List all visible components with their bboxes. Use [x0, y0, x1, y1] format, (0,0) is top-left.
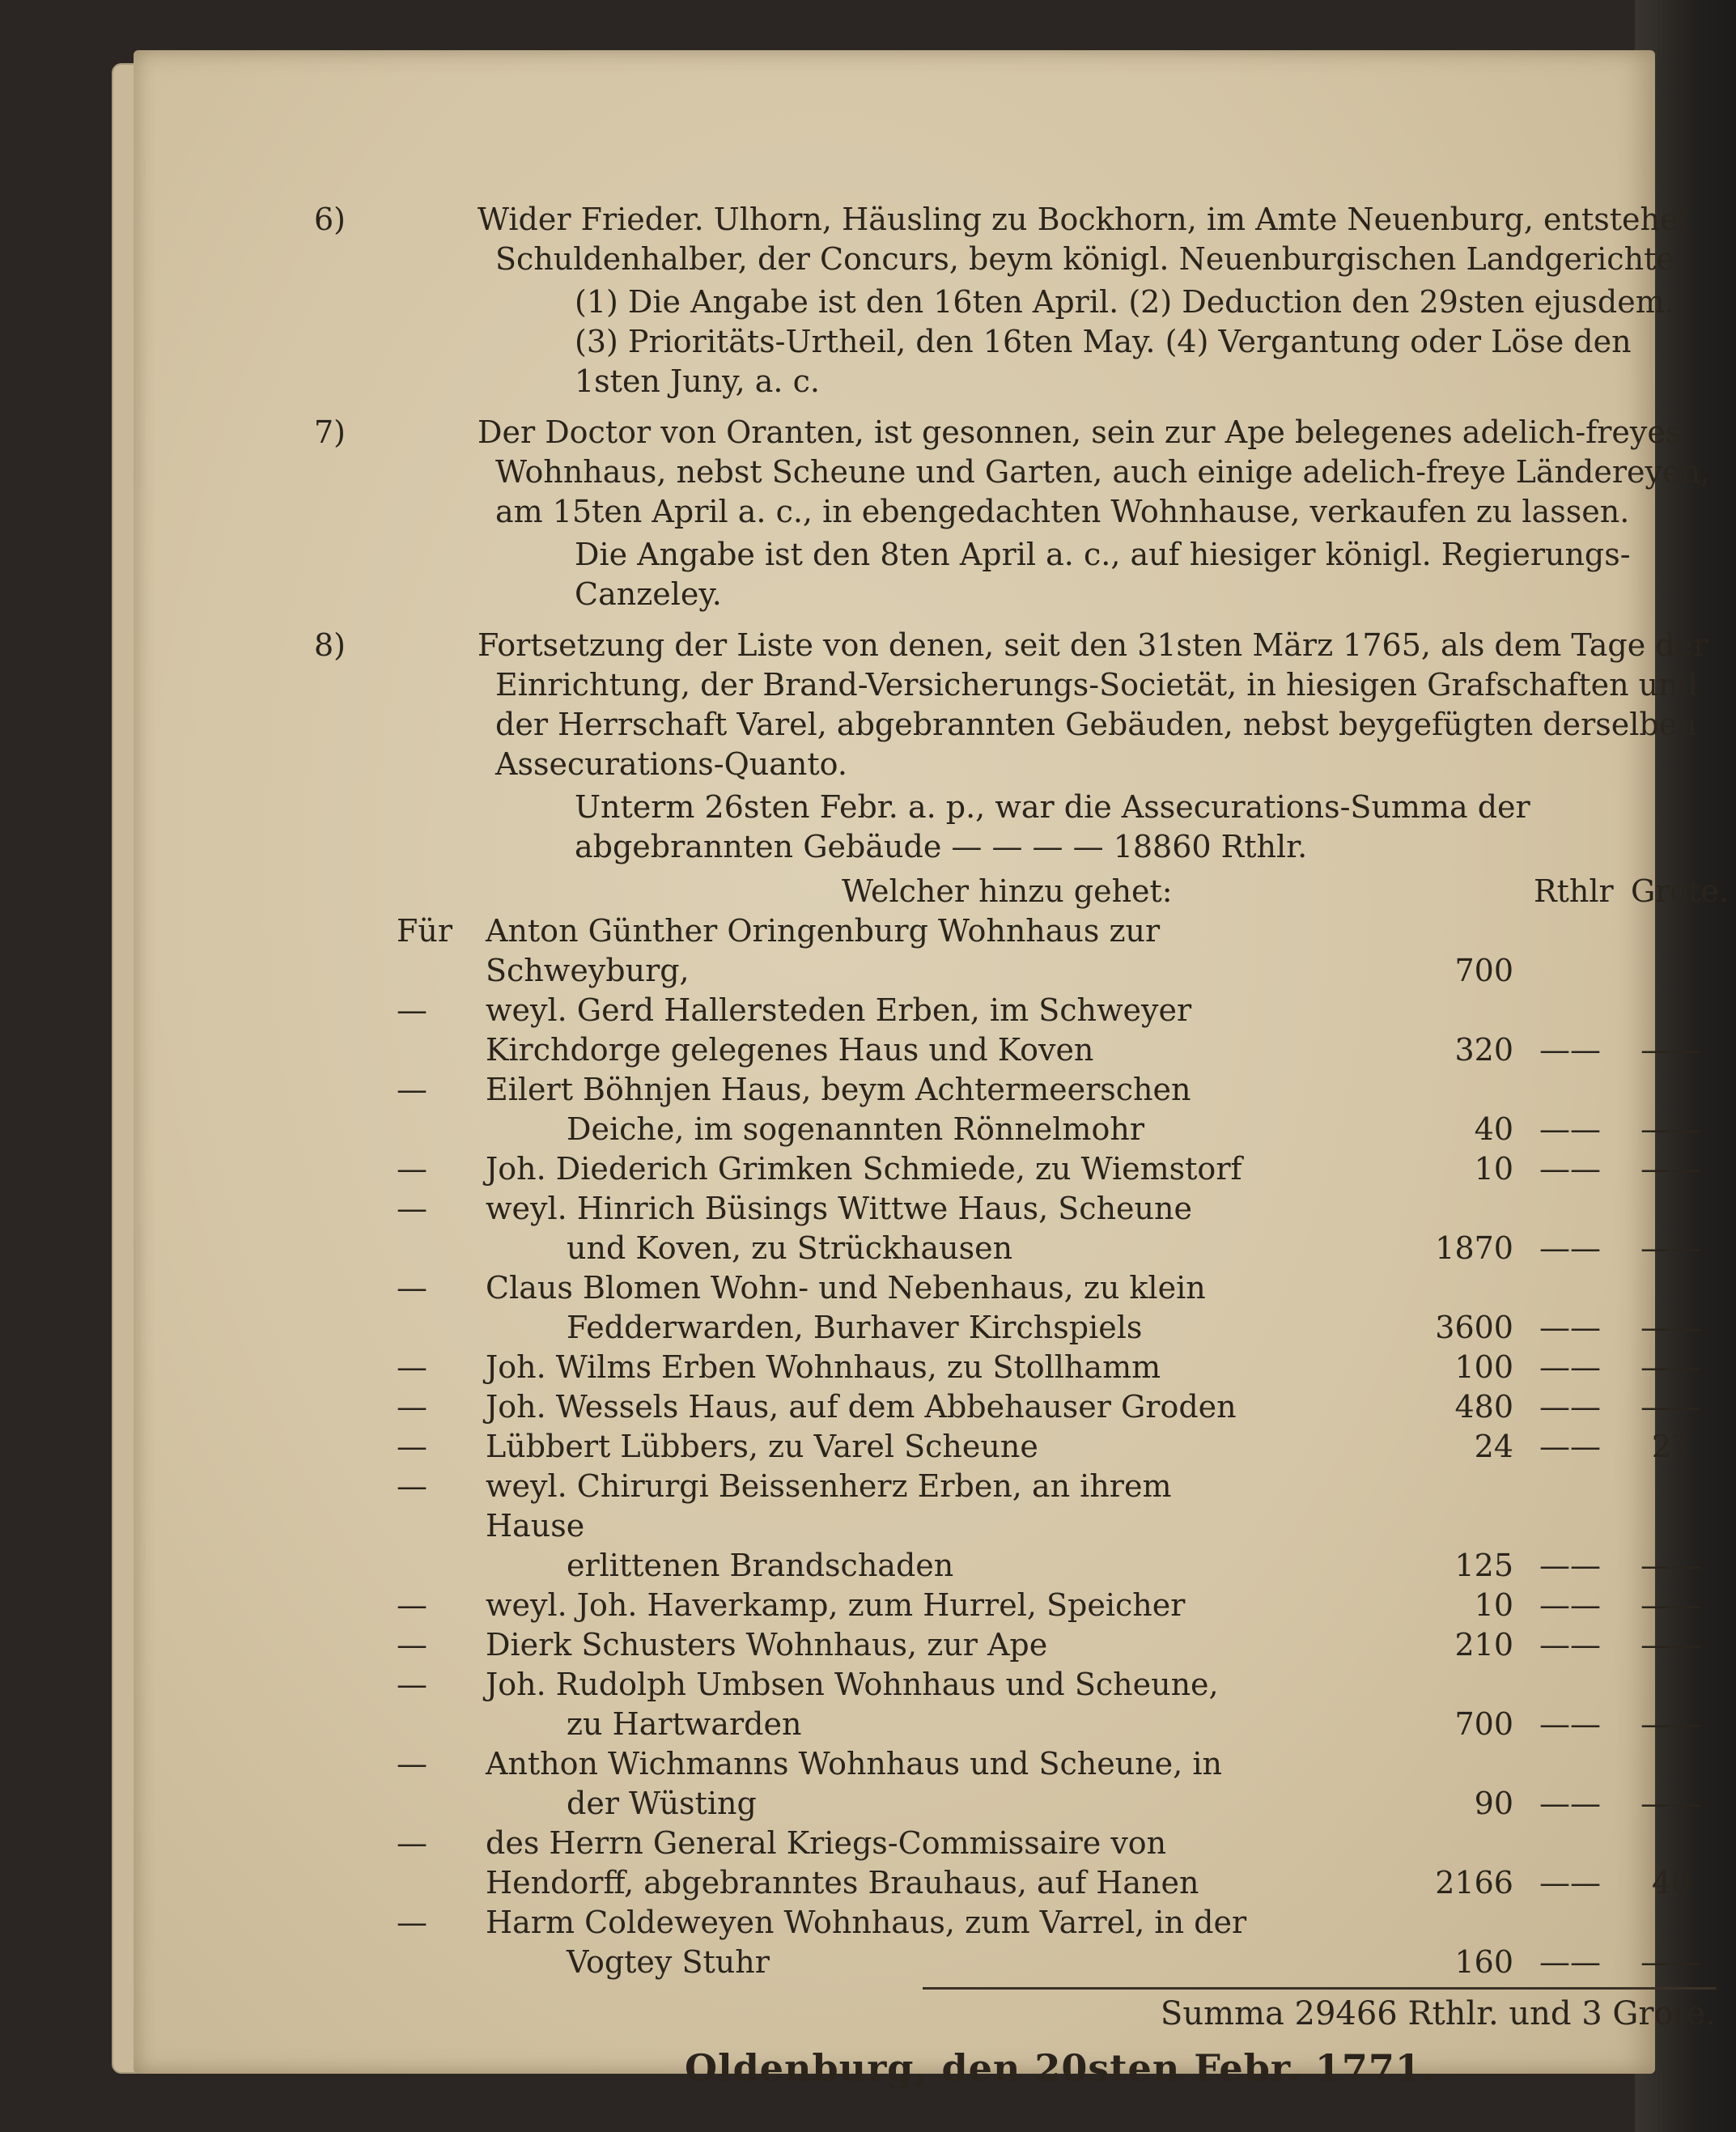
ledger-row-line1: Eilert Böhnjen Haus, beym Achtermeerschen: [486, 1072, 1191, 1107]
ledger-row-description: [405, 1070, 1254, 1149]
ledger-row-grote: ——: [1640, 1111, 1702, 1147]
notice-number: 8): [314, 627, 346, 663]
ledger-row-lead: —: [397, 1429, 427, 1464]
ledger-row: [397, 1387, 1716, 1427]
ledger-row-description: [405, 1903, 1254, 1982]
ledger-row-col2: ——: [1539, 1230, 1601, 1266]
notice-7-details: Die Angabe ist den 8ten April a. c., auf hiesiger königl. Regierungs-Canzeley.: [575, 537, 1631, 612]
ledger-row-col2: ——: [1539, 1786, 1601, 1821]
document-page: [134, 50, 1730, 2090]
ledger-row-lead: Für: [397, 913, 453, 949]
notice-6-details: (1) Die Angabe ist den 16ten April. (2) Deduction den 29sten ejusdem. (3) Prioritäts-Urtheil, den 16ten May. (4) Vergantung oder Löse den 1sten Juny, a. c.: [575, 284, 1674, 399]
ledger-row-line2: zu Hartwarden: [567, 1706, 802, 1742]
notice-8-details: Unterm 26sten Febr. a. p., war die Assecurations-Summa der abgebrannten Gebäude — — — — 18860 Rthlr.: [575, 789, 1530, 864]
ledger-row-col2: ——: [1539, 1548, 1601, 1583]
notice-6: [314, 200, 1716, 279]
ledger-row-line2: Fedderwarden, Burhaver Kirchspiels: [567, 1310, 1143, 1345]
ledger-row-grote: ——: [1640, 1627, 1702, 1663]
notice-8: [314, 626, 1716, 784]
ledger-row-line2: Vogtey Stuhr: [567, 1944, 770, 1980]
ledger-row-line2: und Koven, zu Strückhausen: [567, 1230, 1013, 1266]
ledger-row-line1: Joh. Wessels Haus, auf dem Abbehauser Groden: [486, 1389, 1237, 1425]
ledger-row-line1: Joh. Rudolph Umbsen Wohnhaus und Scheune,: [486, 1667, 1219, 1702]
ledger-row-line1: Harm Coldeweyen Wohnhaus, zum Varrel, in der: [486, 1905, 1247, 1940]
ledger-row-lead: —: [397, 1072, 427, 1107]
ledger-row-lead: —: [397, 1825, 427, 1861]
ledger-row-description: [405, 1387, 1254, 1427]
ledger-row-grote: ——: [1640, 1230, 1702, 1266]
ledger-row-lead: —: [397, 1349, 427, 1385]
ledger-row: [397, 1903, 1716, 1982]
ledger-header: [405, 872, 1730, 911]
ledger-row: [397, 1427, 1716, 1467]
ledger-row-lead: —: [397, 1468, 427, 1504]
ledger-row-line1: weyl. Joh. Haverkamp, zum Hurrel, Speicher: [486, 1587, 1186, 1623]
ledger-row-amount: 10: [1474, 1587, 1513, 1623]
ledger-row-description: [405, 1268, 1254, 1348]
notice-text: Der Doctor von Oranten, ist gesonnen, sein zur Ape belegenes adelich-freyes Wohnhaus, nebst Scheune und Garten, auch einige adelich-freye Ländereyen, am 15ten April a. c., in ebengedachten Wohnhause, verkaufen zu lassen.: [478, 414, 1710, 529]
unit-label: Rthlr: [1534, 873, 1614, 909]
grote-label: Grote.: [1631, 873, 1730, 909]
ledger-row-amount: 320: [1454, 1032, 1513, 1068]
ledger-row-amount: 2166: [1435, 1865, 1513, 1901]
ledger-row-lead: —: [397, 1270, 427, 1306]
ledger-row-line1: Claus Blomen Wohn- und Nebenhaus, zu klein: [486, 1270, 1206, 1306]
ledger-row-grote: ——: [1640, 1349, 1702, 1385]
ledger-row-description: [405, 991, 1254, 1070]
ledger-row-col2: ——: [1539, 1310, 1601, 1345]
ledger-row: [397, 1070, 1716, 1149]
ledger-row-grote: 27: [1651, 1429, 1691, 1464]
ledger-row: [397, 1467, 1716, 1586]
dateline: Oldenburg, den 20sten Febr. 1771.: [685, 2046, 1436, 2090]
ledger-summa: Summa 29466 Rthlr. und 3 Grote.: [1160, 1995, 1716, 2032]
ledger-row-line1: Joh. Diederich Grimken Schmiede, zu Wiemstorf: [486, 1151, 1242, 1187]
ledger-row: [397, 991, 1716, 1070]
ledger-row: [397, 1665, 1716, 1744]
ledger-row-lead: —: [397, 1746, 427, 1782]
ledger-row-amount: 160: [1454, 1944, 1513, 1980]
ledger-row-lead: —: [397, 1905, 427, 1940]
sum-rule: [923, 1987, 1716, 1990]
ledger-row-line1: weyl. Hinrich Büsings Wittwe Haus, Scheune: [486, 1191, 1192, 1226]
notice-number: 7): [314, 414, 346, 450]
ledger-row-col2: ——: [1539, 1706, 1601, 1742]
ledger-row-amount: 700: [1454, 1706, 1513, 1742]
ledger-row-line2: erlittenen Brandschaden: [567, 1548, 954, 1583]
ledger-row-amount: 10: [1474, 1151, 1513, 1187]
ledger-row-line1: Anthon Wichmanns Wohnhaus und Scheune, in: [486, 1746, 1222, 1782]
ledger-row-amount: 3600: [1435, 1310, 1513, 1345]
ledger-table: [397, 911, 1716, 1982]
ledger-row-description: [405, 1467, 1254, 1586]
ledger-row-grote: ——: [1640, 1310, 1702, 1345]
ledger-row-col2: ——: [1539, 1865, 1601, 1901]
ledger-row-grote: ——: [1640, 1032, 1702, 1068]
ledger-row-description: [405, 1665, 1254, 1744]
ledger-row-col2: ——: [1539, 1627, 1601, 1663]
ledger-row-grote: ——: [1640, 1151, 1702, 1187]
ledger-row-grote: ——: [1640, 1944, 1702, 1980]
ledger-row-col2: ——: [1539, 1151, 1601, 1187]
ledger-row-col2: ——: [1539, 1349, 1601, 1385]
ledger-row: [397, 1586, 1716, 1625]
ledger-row-amount: 1870: [1435, 1230, 1513, 1266]
ledger-row-grote: ——: [1640, 1548, 1702, 1583]
ledger-row-description: [405, 1348, 1254, 1387]
ledger-row-line1: weyl. Chirurgi Beissenherz Erben, an ihrem Hause: [486, 1468, 1172, 1544]
ledger-row-lead: —: [397, 1667, 427, 1702]
ledger-row-lead: —: [397, 1587, 427, 1623]
ledger-row-lead: —: [397, 1627, 427, 1663]
ledger-row-description: [405, 911, 1254, 991]
ledger-row-line1: Anton Günther Oringenburg Wohnhaus zur Schweyburg,: [486, 913, 1161, 988]
ledger-row-amount: 125: [1454, 1548, 1513, 1583]
notice-text: Fortsetzung der Liste von denen, seit den 31sten März 1765, als dem Tage der Einrichtung, der Brand-Versicherungs-Societät, in hiesigen Grafschaften und der Herrschaft Varel, abgebrannten Gebäuden, nebst beygefügten derselben Assecurations-Quanto.: [478, 627, 1708, 782]
ledger-row: [397, 911, 1716, 991]
ledger-row-description: [405, 1744, 1254, 1824]
ledger-row-description: [405, 1189, 1254, 1268]
notice-7: [314, 413, 1716, 532]
ledger-row-grote: ——: [1640, 1706, 1702, 1742]
ledger-row-line2: Deiche, im sogenannten Rönnelmohr: [567, 1111, 1144, 1147]
ledger-row-col2: ——: [1539, 1944, 1601, 1980]
ledger-row-amount: 40: [1474, 1111, 1513, 1147]
ledger-row-amount: 90: [1474, 1786, 1513, 1821]
ledger-heading: Welcher hinzu gehet:: [842, 873, 1173, 909]
ledger-row-lead: —: [397, 992, 427, 1028]
ledger-row-amount: 480: [1454, 1389, 1513, 1425]
ledger-row-line2: der Wüsting: [567, 1786, 757, 1821]
ledger-row: [397, 1744, 1716, 1824]
notice-number: 6): [314, 202, 346, 237]
ledger-row-description: [405, 1149, 1254, 1189]
ledger-row-lead: —: [397, 1389, 427, 1425]
ledger-row: [397, 1824, 1716, 1903]
ledger-row-grote: ——: [1640, 1389, 1702, 1425]
ledger-row-grote: ——: [1640, 1786, 1702, 1821]
ledger-row-line1: weyl. Gerd Hallersteden Erben, im Schweyer Kirchdorge gelegenes Haus und Koven: [486, 992, 1192, 1068]
ledger-row: [397, 1348, 1716, 1387]
ledger-row-col2: ——: [1539, 1032, 1601, 1068]
ledger-row: [397, 1189, 1716, 1268]
ledger-row-lead: —: [397, 1151, 427, 1187]
ledger-row-description: [405, 1625, 1254, 1665]
ledger-row-description: [405, 1586, 1254, 1625]
ledger-row-line1: Joh. Wilms Erben Wohnhaus, zu Stollhamm: [486, 1349, 1161, 1385]
ledger-row: [397, 1149, 1716, 1189]
ledger-row-col2: ——: [1539, 1389, 1601, 1425]
ledger-row-description: [405, 1427, 1254, 1467]
ledger-row-grote: 40: [1651, 1865, 1691, 1901]
ledger-row-col2: ——: [1539, 1111, 1601, 1147]
ledger-row-grote: ——: [1640, 1587, 1702, 1623]
ledger-row-amount: 24: [1474, 1429, 1513, 1464]
ledger-row-lead: —: [397, 1191, 427, 1226]
ledger-row-line1: Lübbert Lübbers, zu Varel Scheune: [486, 1429, 1038, 1464]
ledger-row-amount: 100: [1454, 1349, 1513, 1385]
ledger-row-col2: ——: [1539, 1429, 1601, 1464]
ledger-row-line1: Dierk Schusters Wohnhaus, zur Ape: [486, 1627, 1048, 1663]
ledger-row: [397, 1268, 1716, 1348]
ledger-row-description: [405, 1824, 1254, 1903]
ledger-row: [397, 1625, 1716, 1665]
notice-text: Wider Frieder. Ulhorn, Häusling zu Bockhorn, im Amte Neuenburg, entstehet Schuldenhalber, der Concurs, beym königl. Neuenburgischen Landgerichte.: [478, 202, 1691, 277]
ledger-row-col2: ——: [1539, 1587, 1601, 1623]
ledger-row-amount: 700: [1454, 953, 1513, 988]
ledger-row-amount: 210: [1454, 1627, 1513, 1663]
ledger-row-line1: des Herrn General Kriegs-Commissaire von Hendorff, abgebranntes Brauhaus, auf Hanen: [486, 1825, 1199, 1901]
page-content: [314, 200, 1730, 2090]
